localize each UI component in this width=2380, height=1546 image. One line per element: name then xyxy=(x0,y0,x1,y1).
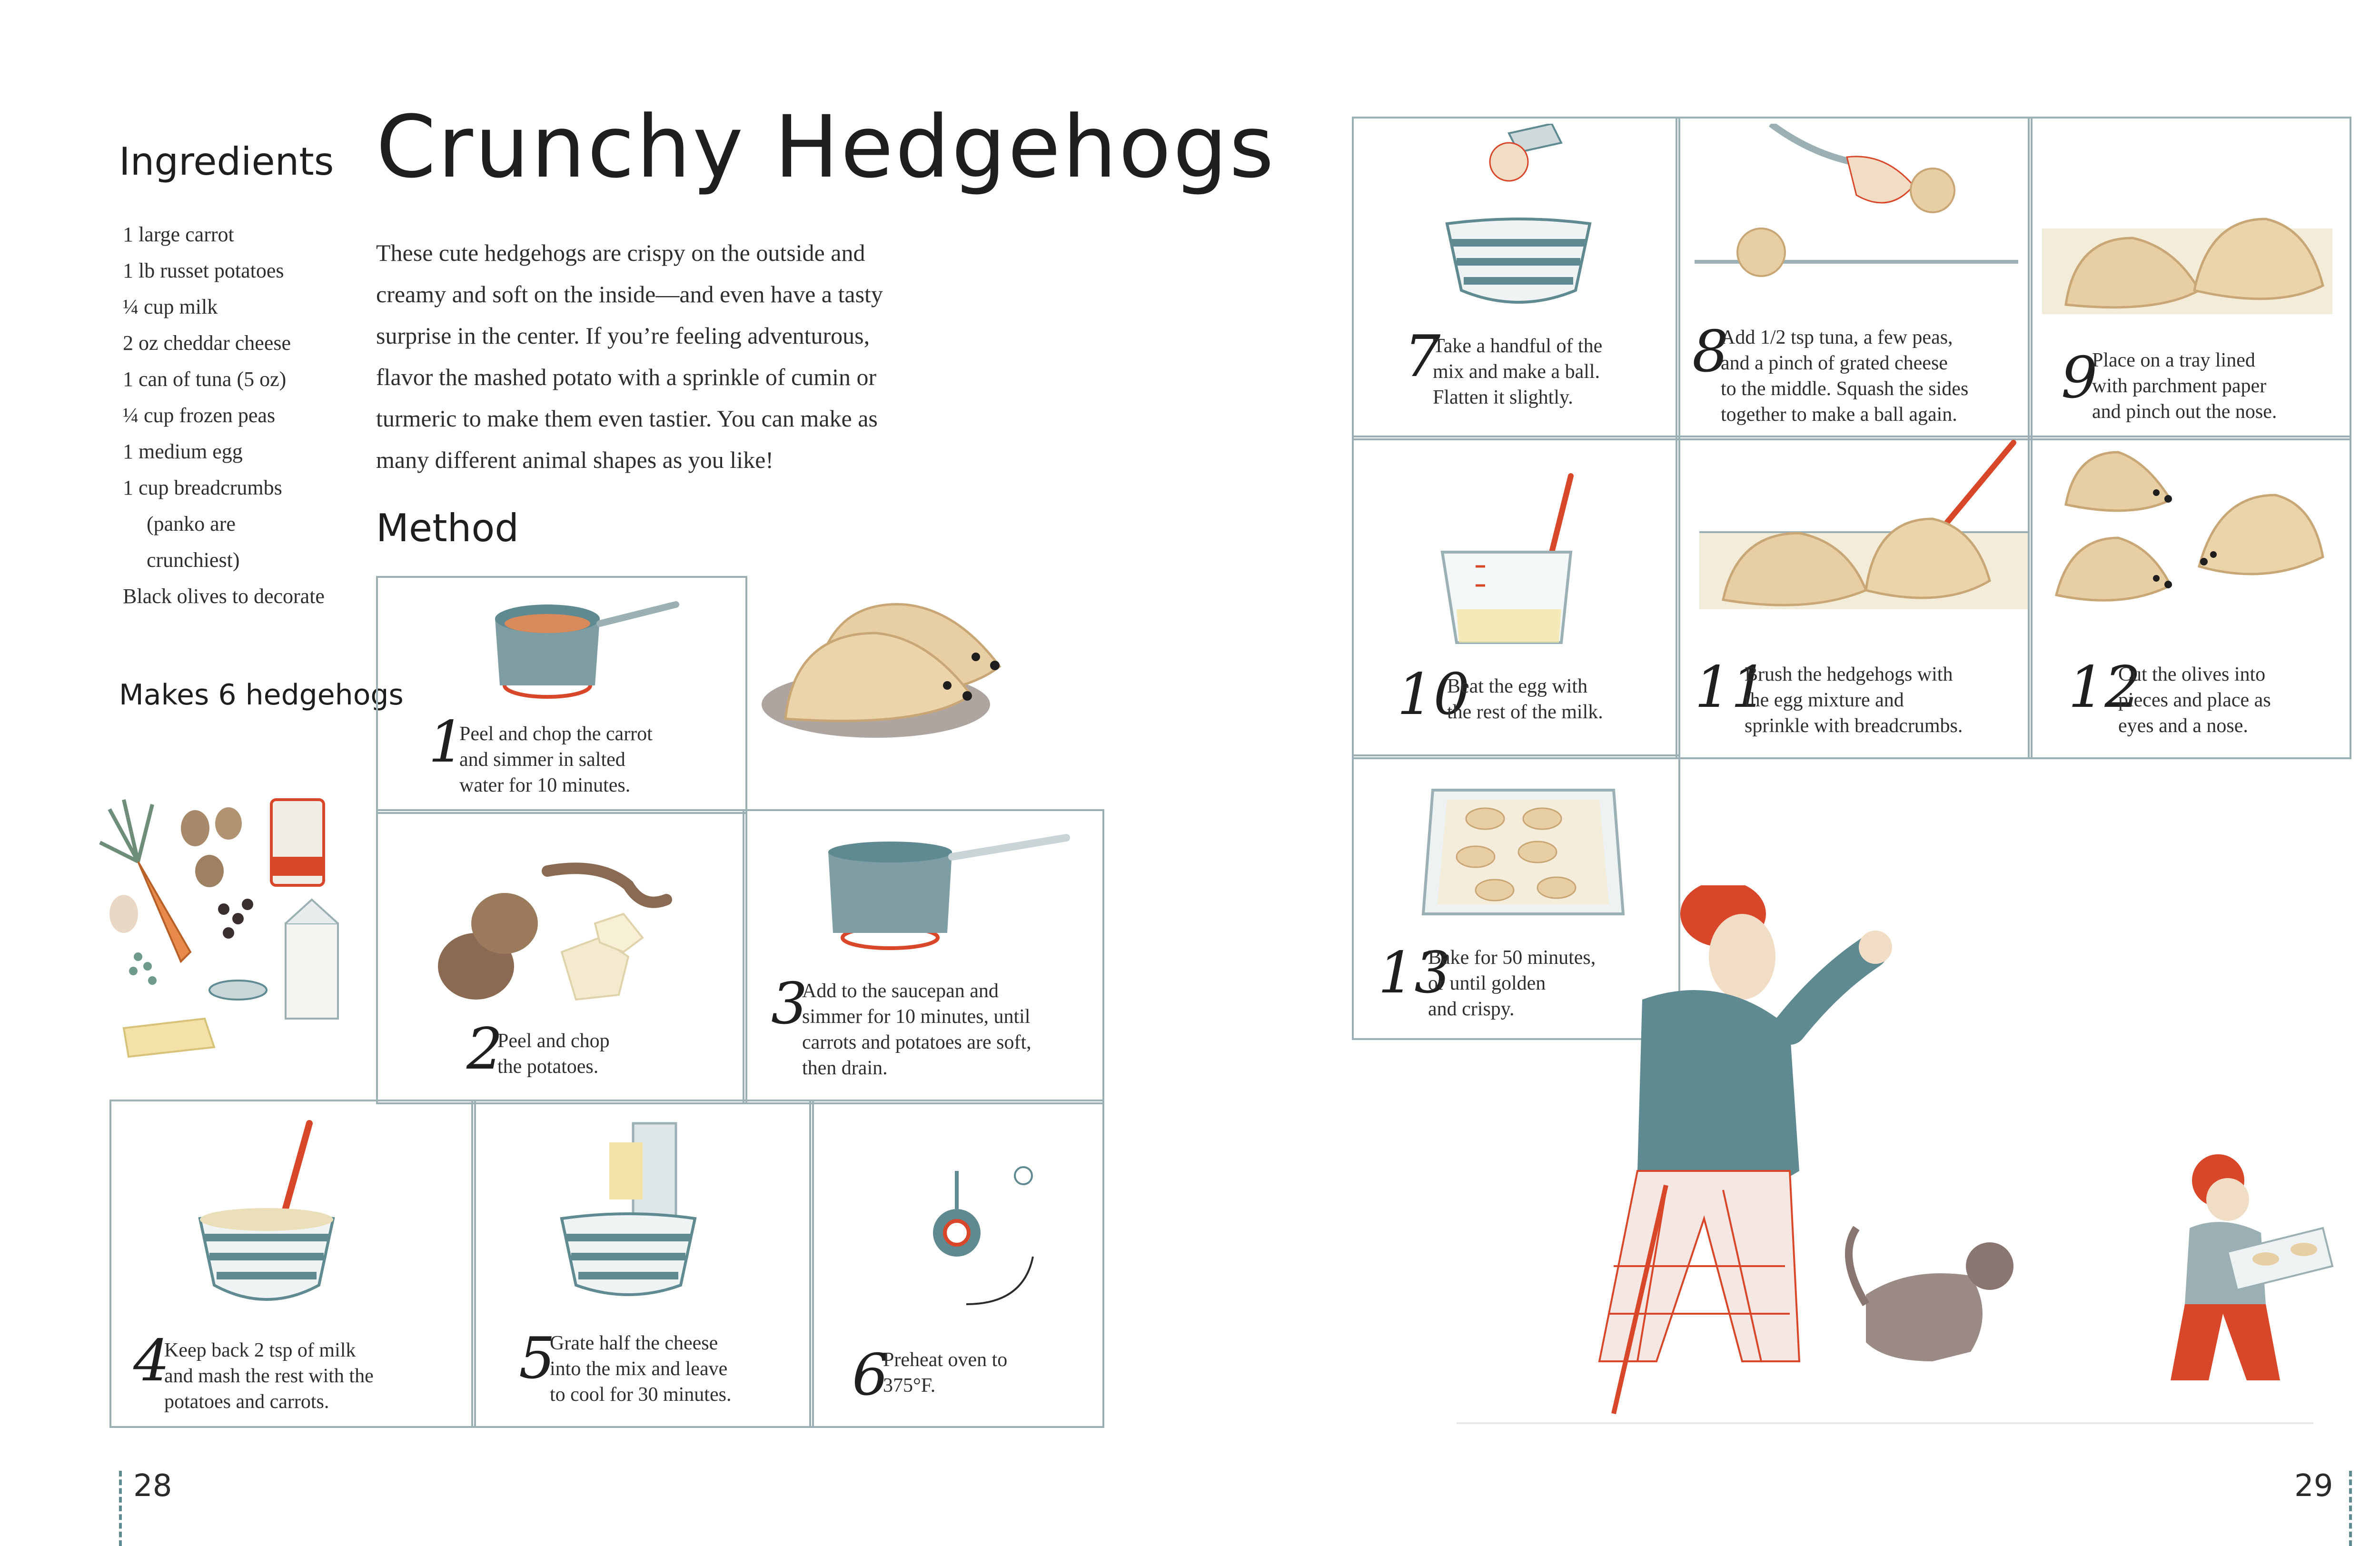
hedgehogs-illustration xyxy=(752,524,1057,771)
oven-dial-illustration xyxy=(904,1152,1047,1323)
ingredient-item: ¼ cup milk xyxy=(123,295,218,318)
shaping-ball-illustration xyxy=(1428,124,1609,309)
intro-line: many different animal shapes as you like! xyxy=(376,446,774,473)
step-8-number: 8 xyxy=(1692,319,1729,385)
ingredients-list xyxy=(123,217,389,614)
ingredient-item: 1 medium egg xyxy=(123,440,243,463)
saucepan-carrots-illustration xyxy=(476,590,685,714)
step-3-number: 3 xyxy=(771,971,808,1037)
ingredient-item: 1 large carrot xyxy=(123,223,234,246)
step-6-text: Preheat oven to 375°F. xyxy=(883,1349,1008,1397)
ingredient-item: 1 can of tuna (5 oz) xyxy=(123,367,287,391)
intro-line: creamy and soft on the inside—and even have a tasty xyxy=(376,281,883,307)
yield-note: Makes 6 hedgehogs xyxy=(119,678,404,712)
step-4-number: 4 xyxy=(133,1328,170,1394)
mashing-bowl-illustration xyxy=(190,1114,343,1323)
step-11-number: 11 xyxy=(1695,654,1767,721)
step-13-number: 13 xyxy=(1378,940,1451,1006)
step-5-text: Grate half the cheese into the mix and leave to cool for 30 minutes. xyxy=(550,1332,732,1406)
ingredient-item: Black olives to decorate xyxy=(123,585,325,608)
step-10-text: Beat the egg with the rest of the milk. xyxy=(1447,675,1603,723)
egg-whisk-illustration xyxy=(1423,471,1614,652)
step-3-text: Add to the saucepan and simmer for 10 minutes, until carrots and potatoes are soft, then drain. xyxy=(802,980,1031,1079)
page-edge-marker-right xyxy=(2349,1471,2352,1546)
page-number-left: 28 xyxy=(133,1468,172,1504)
filling-ball-illustration xyxy=(1685,124,2018,300)
step-1-text: Peel and chop the carrot and simmer in salted water for 10 minutes. xyxy=(459,723,653,796)
family-scene-illustration xyxy=(1457,885,2370,1447)
step-7-text: Take a handful of the mix and make a ball. Flatten it slightly. xyxy=(1433,335,1603,408)
intro-line: turmeric to make them even tastier. You can make as xyxy=(376,405,878,432)
peeled-potatoes-illustration xyxy=(419,842,728,1023)
step-11-text: Brush the hedgehogs with the egg mixture and sprinkle with breadcrumbs. xyxy=(1745,664,1963,737)
step-13-text: Bake for 50 minutes, or until golden and crispy. xyxy=(1428,947,1596,1020)
step-12-text: Cut the olives into pieces and place as eyes and a nose. xyxy=(2118,664,2271,737)
tray-hedgehogs-illustration xyxy=(2037,209,2342,324)
intro-line: surprise in the center. If you’re feeling adventurous, xyxy=(376,322,870,349)
step-1-number: 1 xyxy=(428,709,465,775)
ingredient-item: ¼ cup frozen peas xyxy=(123,404,276,427)
step-2-number: 2 xyxy=(466,1016,503,1082)
ingredient-item: crunchiest) xyxy=(147,548,240,572)
recipe-title: Crunchy Hedgehogs xyxy=(376,98,1276,197)
page-number-right: 29 xyxy=(2294,1468,2333,1504)
ingredient-item: 1 cup breadcrumbs xyxy=(123,476,282,499)
intro-paragraph xyxy=(376,232,1023,481)
intro-line: flavor the mashed potato with a sprinkle of cumin or xyxy=(376,364,877,390)
grating-bowl-illustration xyxy=(552,1114,733,1314)
ingredient-item: 2 oz cheddar cheese xyxy=(123,331,291,355)
brushing-hedgehogs-illustration xyxy=(1695,438,2028,624)
method-heading: Method xyxy=(376,506,519,550)
ingredient-item: (panko are xyxy=(147,512,236,535)
page-edge-marker xyxy=(119,1471,122,1546)
step-6-number: 6 xyxy=(852,1342,889,1408)
intro-line: These cute hedgehogs are crispy on the outside and xyxy=(376,239,865,266)
step-9-text: Place on a tray lined with parchment paper and pinch out the nose. xyxy=(2092,349,2277,423)
step-12-number: 12 xyxy=(2068,654,2141,721)
decorated-hedgehogs-illustration xyxy=(2037,443,2342,643)
saucepan-illustration xyxy=(809,828,1085,952)
ingredient-item: 1 lb russet potatoes xyxy=(123,259,284,282)
ingredients-illustration xyxy=(71,762,367,1066)
step-7-number: 7 xyxy=(1404,324,1441,390)
step-2-text: Peel and chop the potatoes. xyxy=(497,1030,610,1078)
step-10-number: 10 xyxy=(1397,662,1470,728)
step-8-text: Add 1/2 tsp tuna, a few peas, and a pinch of grated cheese to the middle. Squash the sides together to make a ball again. xyxy=(1721,327,1969,426)
ingredients-heading: Ingredients xyxy=(119,139,334,184)
step-5-number: 5 xyxy=(519,1326,555,1392)
step-4-text: Keep back 2 tsp of milk and mash the rest with the potatoes and carrots. xyxy=(164,1339,374,1413)
step-9-number: 9 xyxy=(2061,345,2098,411)
